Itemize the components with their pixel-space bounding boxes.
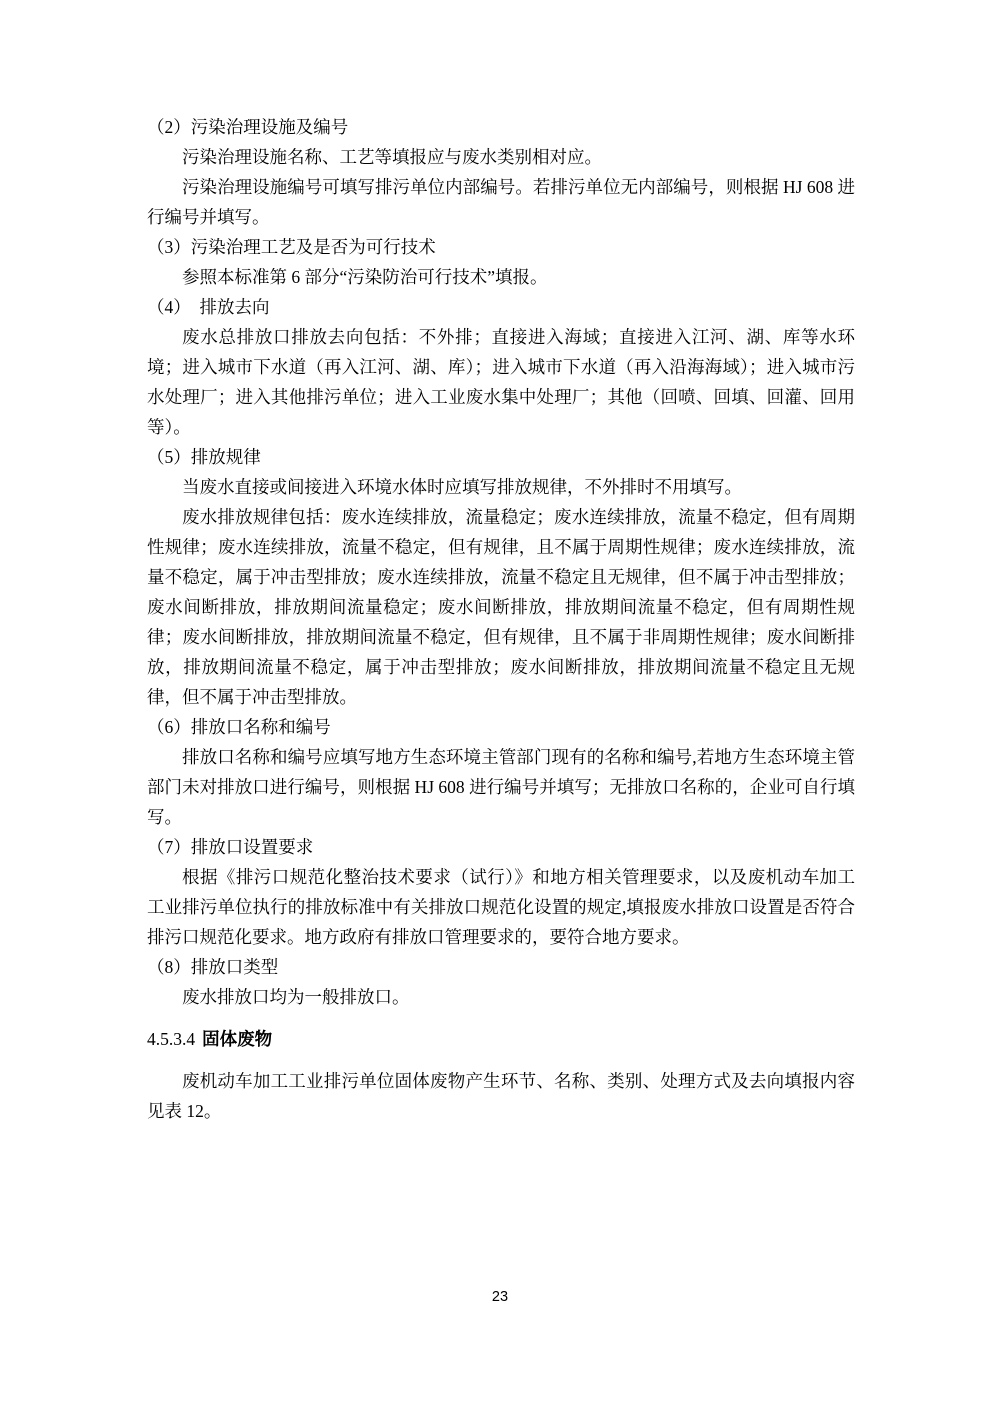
body-paragraph: 当废水直接或间接进入环境水体时应填写排放规律，不外排时不用填写。: [182, 477, 742, 497]
list-item-heading: （7）排放口设置要求: [147, 837, 314, 857]
body-paragraph: 排放口名称和编号应填写地方生态环境主管部门现有的名称和编号,若地方生态环境主管部门未对排放口进行编号，则根据 HJ 608 进行编号并填写；无排放口名称的，企业可自行填写。: [147, 747, 855, 827]
body-paragraph: 废水排放规律包括：废水连续排放，流量稳定；废水连续排放，流量不稳定，但有周期性规律；废水连续排放，流量不稳定，但有规律，且不属于周期性规律；废水连续排放，流量不稳定，属于冲击型排放；废水连续排放，流量不稳定且无规律，但不属于冲击型排放；废水间断排放，排放期间流量稳定；废水间断排放，排放期间流量不稳定，但有周期性规律；废水间断排放，排放期间流量不稳定，但有规律，且不属于非周期性规律；废水间断排放，排放期间流量不稳定，属于冲击型排放；废水间断排放，排放期间流量不稳定且无规律，但不属于冲击型排放。: [147, 507, 855, 707]
list-item-heading: （2）污染治理设施及编号: [147, 117, 349, 137]
body-paragraph: 根据《排污口规范化整治技术要求（试行）》和地方相关管理要求，以及废机动车加工工业排污单位执行的排放标准中有关排放口规范化设置的规定,填报废水排放口设置是否符合排污口规范化要求。地方政府有排放口管理要求的，要符合地方要求。: [147, 867, 855, 947]
section-heading: [147, 1024, 855, 1054]
document-body: [147, 112, 855, 1126]
list-item-heading: （3）污染治理工艺及是否为可行技术: [147, 237, 436, 257]
body-paragraph: 污染治理设施名称、工艺等填报应与废水类别相对应。: [182, 147, 602, 167]
list-item-heading: （6）排放口名称和编号: [147, 717, 331, 737]
section-title: 固体废物: [202, 1029, 273, 1049]
body-paragraph: 参照本标准第 6 部分“污染防治可行技术”填报。: [182, 267, 548, 287]
body-paragraph: 污染治理设施编号可填写排污单位内部编号。若排污单位无内部编号，则根据 HJ 608 进行编号并填写。: [147, 177, 855, 227]
body-paragraph: 废机动车加工工业排污单位固体废物产生环节、名称、类别、处理方式及去向填报内容见表 12。: [147, 1071, 855, 1121]
section-number: 4.5.3.4: [147, 1029, 196, 1049]
list-item-heading: （8）排放口类型: [147, 957, 279, 977]
list-item-heading: （4） 排放去向: [147, 297, 270, 317]
body-paragraph: 废水排放口均为一般排放口。: [182, 987, 410, 1007]
page-number: 23: [491, 1289, 509, 1305]
list-item-heading: （5）排放规律: [147, 447, 261, 467]
body-paragraph: 废水总排放口排放去向包括：不外排；直接进入海域；直接进入江河、湖、库等水环境；进入城市下水道（再入江河、湖、库）；进入城市下水道（再入沿海海域）；进入城市污水处理厂；进入其他排污单位；进入工业废水集中处理厂；其他（回喷、回填、回灌、回用等）。: [147, 327, 855, 437]
